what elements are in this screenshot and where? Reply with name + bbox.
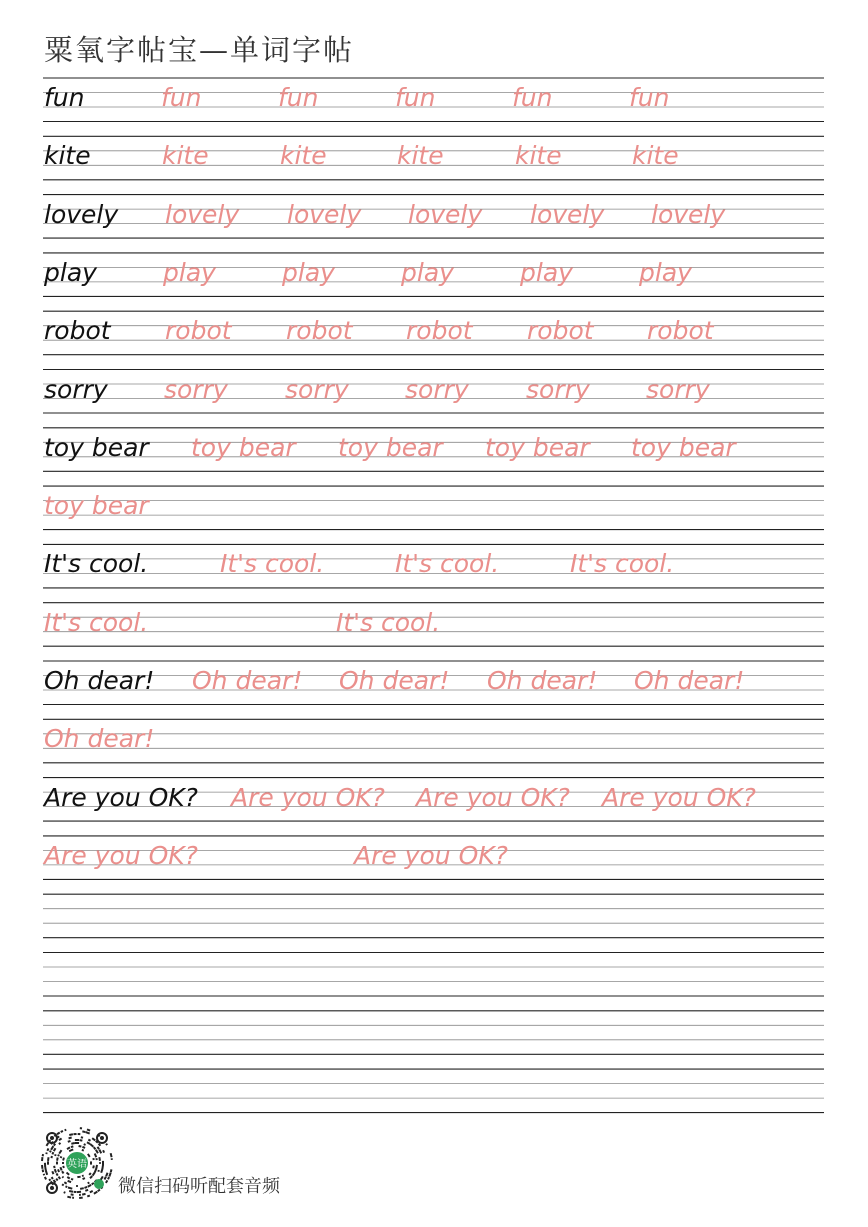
model-word: play xyxy=(44,257,97,287)
model-word: toy bear xyxy=(44,432,149,462)
model-word: Oh dear! xyxy=(44,666,155,695)
trace-word: play xyxy=(520,257,573,287)
trace-word: play xyxy=(639,257,692,287)
trace-word: robot xyxy=(406,316,473,346)
trace-word: toy bear xyxy=(631,432,736,462)
model-word: lovely xyxy=(44,199,119,229)
trace-word: fun xyxy=(161,83,202,112)
practice-row xyxy=(43,778,824,822)
practice-row xyxy=(43,195,824,239)
trace-word: sorry xyxy=(526,374,590,404)
trace-word: kite xyxy=(397,141,444,171)
trace-word: Oh dear! xyxy=(339,666,450,695)
mini-logo-icon xyxy=(94,1179,104,1189)
trace-word: It's cool. xyxy=(220,549,325,579)
trace-word: kite xyxy=(162,141,209,171)
practice-row xyxy=(43,370,824,414)
practice-row xyxy=(43,603,824,647)
trace-word: It's cool. xyxy=(336,607,441,637)
trace-word: sorry xyxy=(285,374,349,404)
trace-word: fun xyxy=(278,83,319,112)
trace-word: robot xyxy=(527,316,594,346)
model-word: kite xyxy=(44,141,91,171)
audio-footer xyxy=(40,1126,340,1202)
practice-row xyxy=(43,311,824,355)
trace-word: toy bear xyxy=(44,491,149,521)
trace-word: robot xyxy=(286,316,353,346)
trace-word: sorry xyxy=(646,374,710,404)
practice-row xyxy=(43,661,824,705)
practice-row xyxy=(43,78,824,122)
trace-word: fun xyxy=(395,83,436,112)
trace-word: kite xyxy=(515,141,562,171)
practice-row xyxy=(43,486,824,530)
trace-word: sorry xyxy=(164,374,228,404)
trace-word: play xyxy=(282,257,335,287)
model-word: sorry xyxy=(44,374,108,404)
model-word: robot xyxy=(44,316,111,346)
trace-word: play xyxy=(401,257,454,287)
trace-word: Are you OK? xyxy=(416,782,570,812)
trace-word: fun xyxy=(512,83,553,112)
practice-row xyxy=(43,253,824,297)
qr-code-icon[interactable] xyxy=(40,1126,114,1200)
trace-word: toy bear xyxy=(191,432,296,462)
trace-word: Are you OK? xyxy=(44,840,198,870)
practice-row xyxy=(43,719,824,763)
trace-word: robot xyxy=(647,316,714,346)
trace-word: It's cool. xyxy=(44,607,149,637)
practice-row xyxy=(43,544,824,588)
trace-word: kite xyxy=(632,141,679,171)
trace-word: Are you OK? xyxy=(231,782,385,812)
trace-word: robot xyxy=(165,316,232,346)
practice-row xyxy=(43,836,824,880)
trace-word: Oh dear! xyxy=(44,724,155,754)
practice-row xyxy=(43,428,824,472)
footer-caption: 微信扫码听配套音频 xyxy=(118,1176,280,1197)
model-word: It's cool. xyxy=(44,549,149,579)
trace-word: Oh dear! xyxy=(634,666,745,695)
trace-word: lovely xyxy=(530,199,605,229)
trace-word: It's cool. xyxy=(570,549,675,579)
trace-word: Oh dear! xyxy=(487,666,598,695)
trace-word: lovely xyxy=(165,199,240,229)
handwriting-sheet xyxy=(43,77,824,1117)
practice-row xyxy=(43,136,824,180)
trace-word: toy bear xyxy=(338,432,443,462)
trace-word: lovely xyxy=(287,199,362,229)
trace-word: lovely xyxy=(408,199,483,229)
model-word: Are you OK? xyxy=(44,782,198,812)
trace-word: Are you OK? xyxy=(354,840,508,870)
trace-word: lovely xyxy=(651,199,726,229)
english-badge-label: 英语 xyxy=(67,1159,87,1170)
page-title: 粟氧字帖宝—单词字帖 xyxy=(44,33,355,67)
trace-word: sorry xyxy=(405,374,469,404)
trace-word: kite xyxy=(280,141,327,171)
trace-word: It's cool. xyxy=(395,549,500,579)
trace-word: toy bear xyxy=(485,432,590,462)
trace-word: fun xyxy=(629,83,670,112)
trace-word: Are you OK? xyxy=(602,782,756,812)
trace-word: Oh dear! xyxy=(192,666,303,695)
trace-word: play xyxy=(163,257,216,287)
model-word: fun xyxy=(44,83,85,112)
